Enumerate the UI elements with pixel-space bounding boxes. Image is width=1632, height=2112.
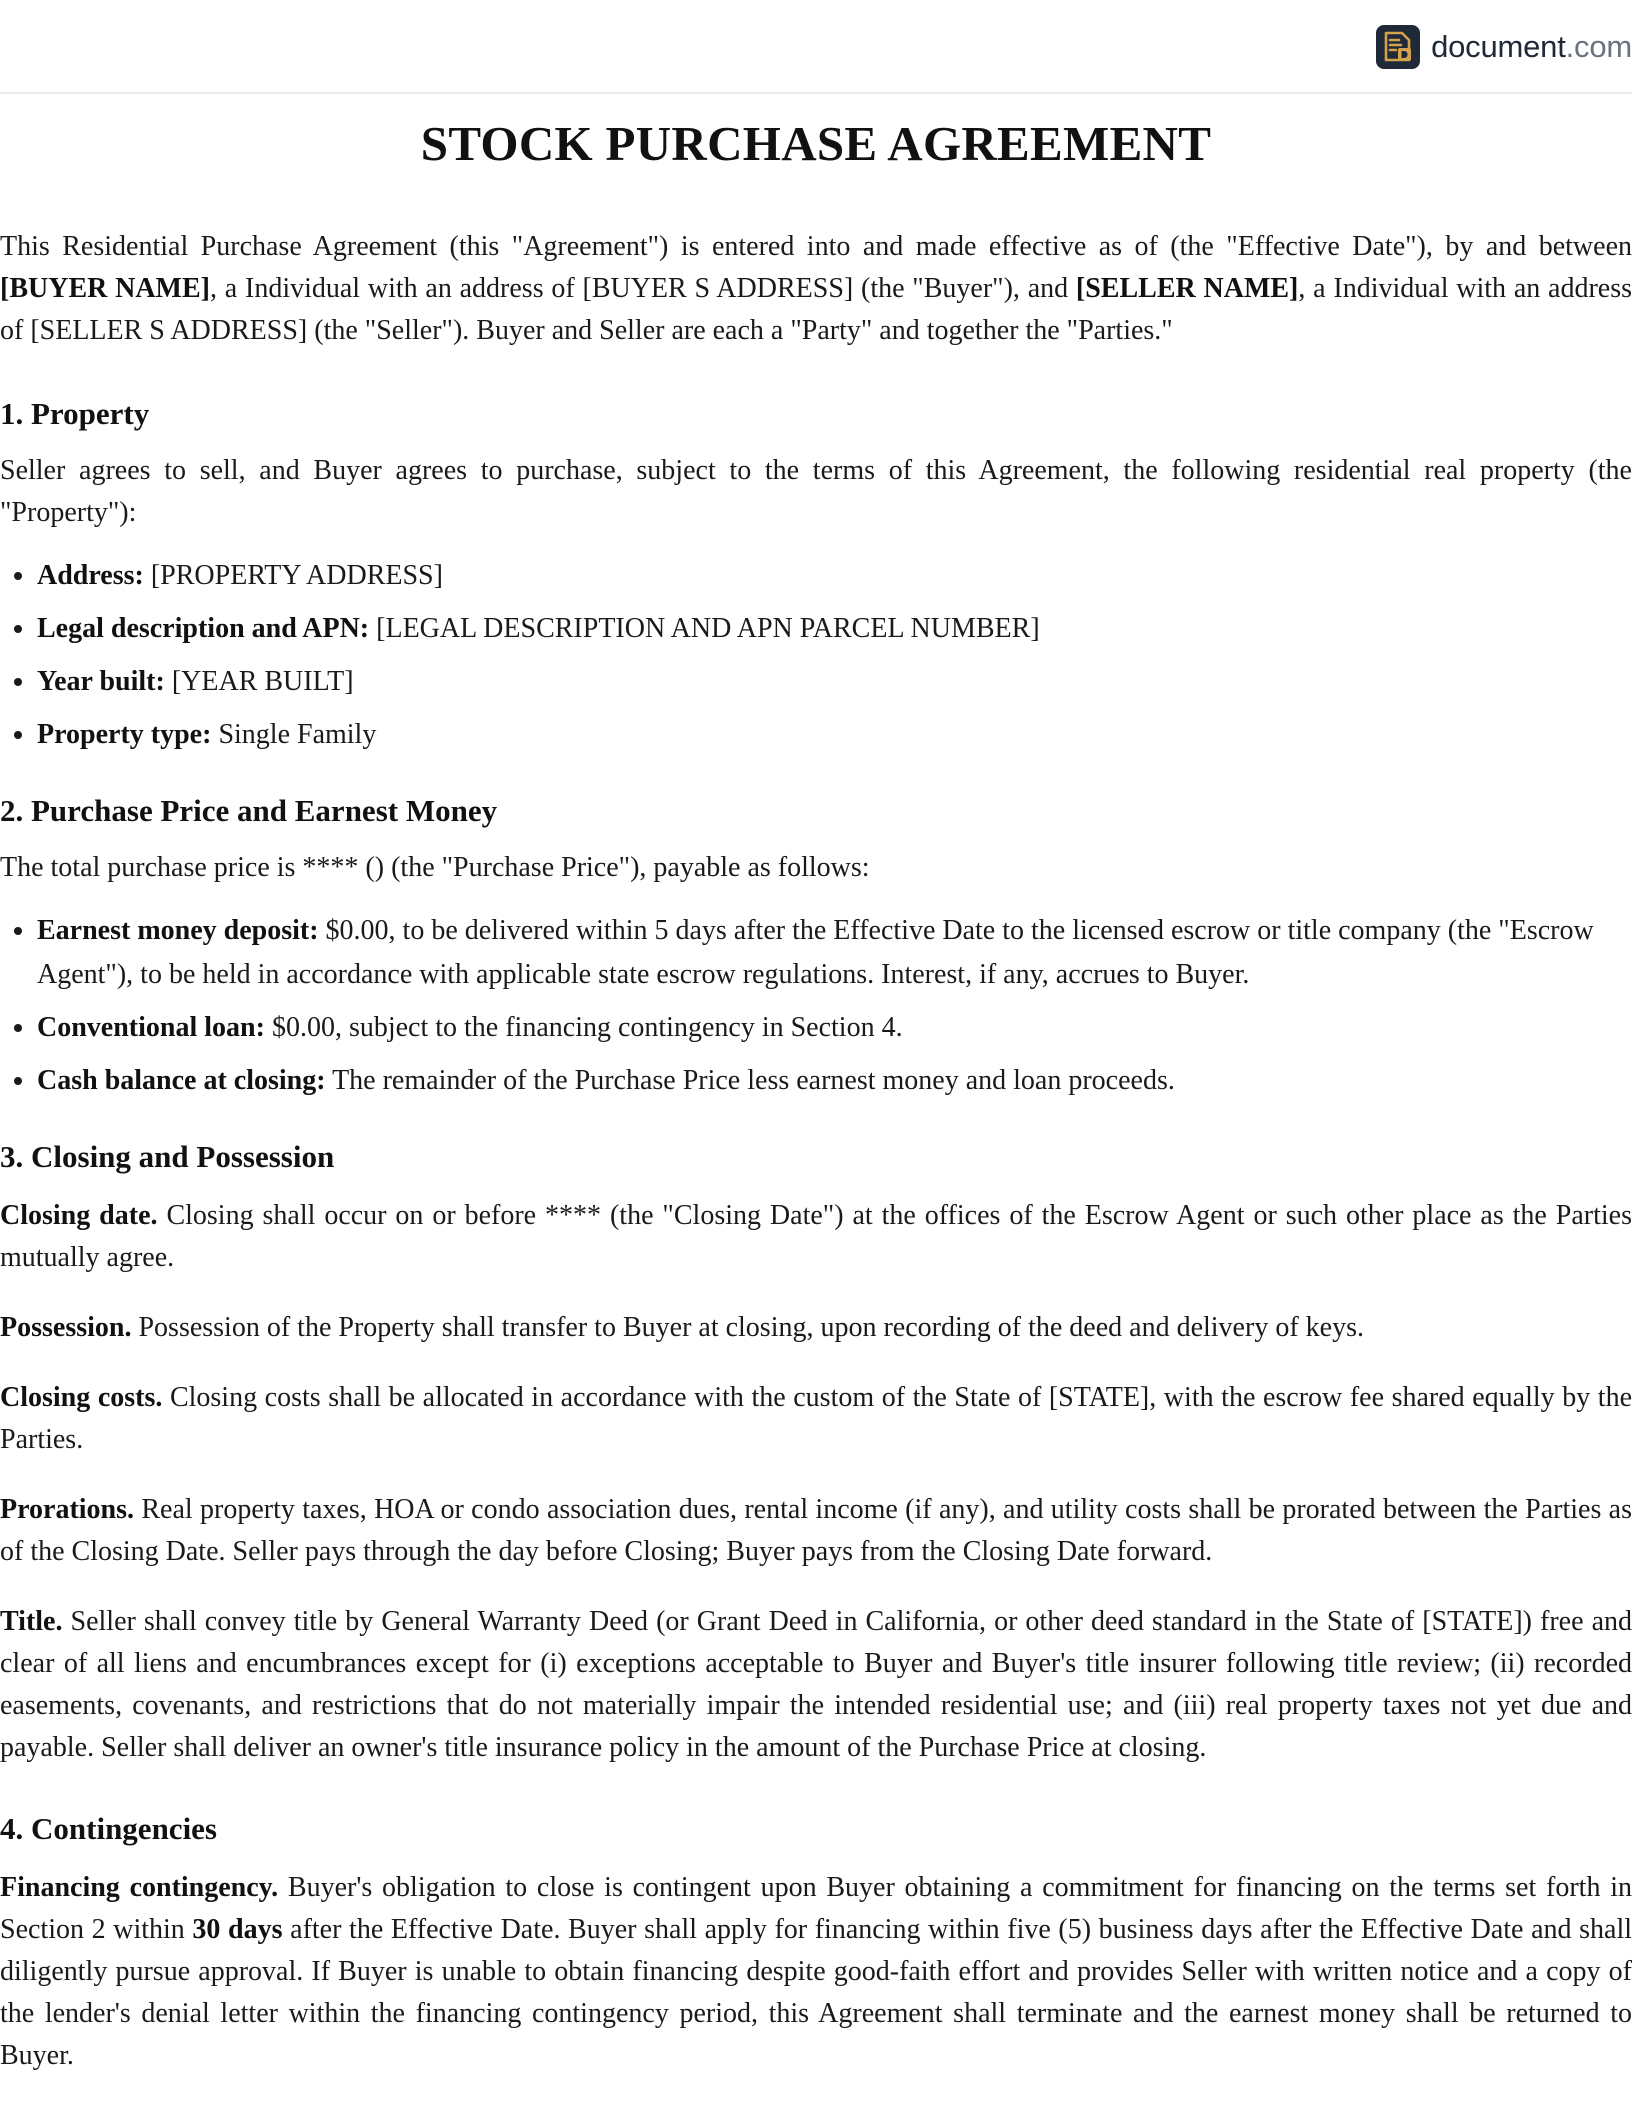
para-text: Closing costs shall be allocated in accordance with the custom of the State of [STATE], with the escrow fee shared equally by the Parties. bbox=[0, 1382, 1632, 1455]
item-text: [YEAR BUILT] bbox=[164, 666, 354, 697]
para-text: Closing shall occur on or before **** (the "Closing Date") at the offices of the Escrow Agent or such other place as the Parties mutually agree. bbox=[0, 1200, 1632, 1273]
prorations-paragraph bbox=[0, 1489, 1632, 1573]
title-paragraph bbox=[0, 1601, 1632, 1769]
list-item bbox=[37, 607, 1632, 651]
document-body bbox=[0, 92, 1632, 2077]
possession-paragraph bbox=[0, 1307, 1632, 1349]
brand-logo[interactable] bbox=[1376, 24, 1632, 70]
section-heading: 3. Closing and Possession bbox=[0, 1139, 335, 1174]
para-text: Seller shall convey title by General Warranty Deed (or Grant Deed in California, or other deed standard in the State of [STATE]) free and clear of all liens and encumbrances except for (i) exceptions acceptable to Buyer and Buyer's title insurer following title review; (ii) recorded easements, covenants, and restrictions that do not materially impair the intended residential use; and (iii) real property taxes not yet due and payable. Seller shall deliver an owner's title insurance policy in the amount of the Purchase Price at closing. bbox=[0, 1606, 1632, 1763]
item-label: Earnest money deposit: bbox=[37, 915, 319, 946]
payment-list bbox=[0, 909, 1632, 1103]
list-item bbox=[37, 660, 1632, 704]
financing-contingency-paragraph bbox=[0, 1867, 1632, 2077]
item-text: The remainder of the Purchase Price less earnest money and loan proceeds. bbox=[325, 1065, 1175, 1096]
buyer-name: [BUYER NAME] bbox=[0, 273, 210, 304]
item-label: Cash balance at closing: bbox=[37, 1065, 326, 1096]
list-item bbox=[37, 1059, 1632, 1103]
para-text: Possession of the Property shall transfer to Buyer at closing, upon recording of the deed and delivery of keys. bbox=[131, 1312, 1364, 1343]
para-text: after the Effective Date. Buyer shall apply for financing within five (5) business days after the Effective Date and shall diligently pursue approval. If Buyer is unable to obtain financing despite good-faith effort and provides Seller with written notice and a copy of the lender's denial letter within the financing contingency period, this Agreement shall terminate and the earnest money shall be returned to Buyer. bbox=[0, 1914, 1632, 2071]
document-title: STOCK PURCHASE AGREEMENT bbox=[420, 116, 1212, 171]
intro-text: This Residential Purchase Agreement (this "Agreement") is entered into and made effective as of (the "Effective Date"), by and between bbox=[0, 231, 1632, 262]
intro-paragraph bbox=[0, 226, 1632, 352]
list-item bbox=[37, 554, 1632, 598]
item-label: Address: bbox=[37, 560, 144, 591]
top-bar bbox=[0, 0, 1632, 94]
section-heading: 4. Contingencies bbox=[0, 1811, 217, 1846]
section-paragraph: Seller agrees to sell, and Buyer agrees to purchase, subject to the terms of this Agreement, the following residential real property (the "Property"): bbox=[0, 455, 1632, 528]
brand-tld: .com bbox=[1565, 29, 1632, 64]
para-text: Real property taxes, HOA or condo association dues, rental income (if any), and utility costs shall be prorated between the Parties as of the Closing Date. Seller pays through the day before Closing; Buyer pays from the Closing Date forward. bbox=[0, 1494, 1632, 1567]
property-list bbox=[0, 554, 1632, 757]
para-label: Closing costs. bbox=[0, 1382, 163, 1413]
para-label: Title. bbox=[0, 1606, 63, 1637]
para-label: Financing contingency. bbox=[0, 1872, 279, 1903]
section-paragraph: The total purchase price is **** () (the "Purchase Price"), payable as follows: bbox=[0, 852, 870, 883]
list-item bbox=[37, 1006, 1632, 1050]
intro-text: , a Individual with an address of [SELLER S ADDRESS] (the "Seller"). Buyer and Seller are each a "Party" and together the "Parties." bbox=[0, 273, 1632, 346]
item-text: $0.00, to be delivered within 5 days after the Effective Date to the licensed escrow or title company (the "Escrow Agent"), to be held in accordance with applicable state escrow regulations. Interest, if any, accrues to Buyer. bbox=[37, 915, 1594, 990]
item-label: Property type: bbox=[37, 719, 212, 750]
days-emphasis: 30 days bbox=[192, 1914, 283, 1945]
item-text: Single Family bbox=[211, 719, 377, 750]
list-item bbox=[37, 713, 1632, 757]
item-text: $0.00, subject to the financing contingency in Section 4. bbox=[264, 1012, 903, 1043]
closing-date-paragraph bbox=[0, 1195, 1632, 1279]
para-text: Buyer's obligation to close is contingent upon Buyer obtaining a commitment for financing on the terms set forth in Section 2 within bbox=[0, 1872, 1632, 1945]
section-heading: 1. Property bbox=[0, 396, 150, 431]
item-label: Conventional loan: bbox=[37, 1012, 265, 1043]
item-text: [PROPERTY ADDRESS] bbox=[143, 560, 443, 591]
para-label: Possession. bbox=[0, 1312, 132, 1343]
brand-name: document bbox=[1431, 29, 1566, 64]
list-item bbox=[37, 909, 1632, 997]
closing-costs-paragraph bbox=[0, 1377, 1632, 1461]
section-heading: 2. Purchase Price and Earnest Money bbox=[0, 793, 498, 828]
para-label: Closing date. bbox=[0, 1200, 158, 1231]
seller-name: [SELLER NAME] bbox=[1075, 273, 1299, 304]
item-label: Legal description and APN: bbox=[37, 613, 370, 644]
document-logo-icon bbox=[1376, 25, 1420, 69]
para-label: Prorations. bbox=[0, 1494, 135, 1525]
intro-text: , a Individual with an address of [BUYER S ADDRESS] (the "Buyer"), and bbox=[210, 273, 1076, 304]
brand-wordmark bbox=[1431, 29, 1632, 65]
item-label: Year built: bbox=[37, 666, 165, 697]
item-text: [LEGAL DESCRIPTION AND APN PARCEL NUMBER] bbox=[369, 613, 1040, 644]
